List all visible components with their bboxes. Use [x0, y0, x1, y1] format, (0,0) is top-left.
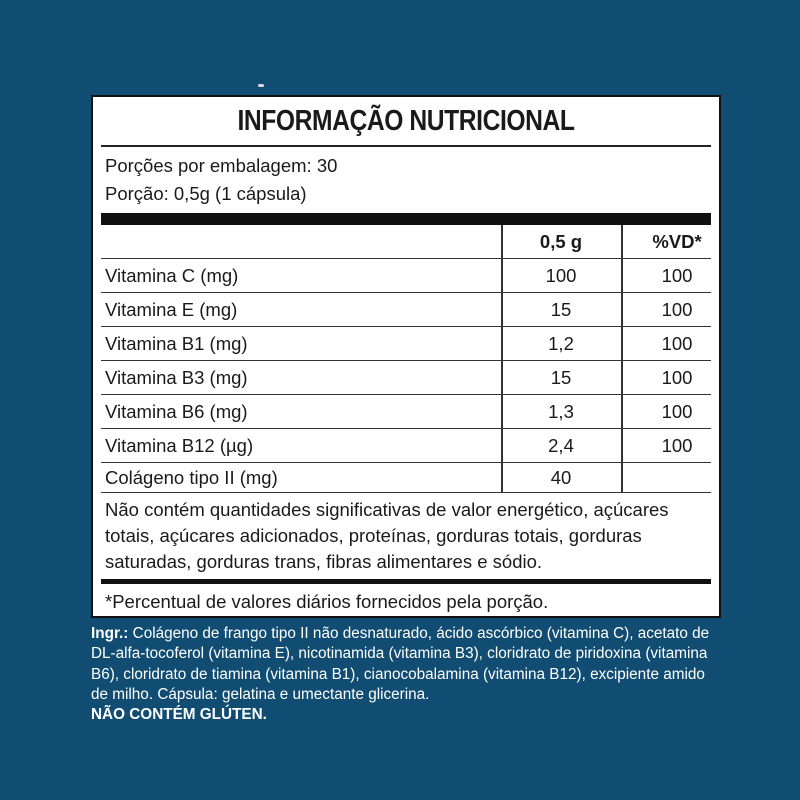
nutrient-name: Vitamina C (mg)	[105, 265, 239, 286]
nutrient-dv: 100	[661, 265, 693, 286]
nutrient-name: Vitamina B6 (mg)	[105, 401, 248, 422]
table-row	[101, 259, 711, 293]
table-row	[101, 327, 711, 361]
nutrient-amount: 15	[550, 367, 572, 388]
divider	[101, 145, 711, 147]
ingredients-text: Colágeno de frango tipo II não desnaturado, ácido ascórbico (vitamina C), acetato de DL-alfa-tocoferol (vitamina E), nicotinamida (vitamina B3), cloridrato de piridoxina (vitamina B6), cloridrato de tiamina (vitamina B1), cianocobalamina (vitamina B12), excipiente amido de milho. Cápsula: gelatina e umectante glicerina.	[91, 625, 710, 703]
serving-size: Porção: 0,5g (1 cápsula)	[105, 183, 307, 204]
ingredients-label: Ingr.:	[91, 625, 129, 642]
nutrient-amount: 40	[550, 467, 572, 488]
nutrient-name: Colágeno tipo II (mg)	[105, 467, 278, 488]
decorative-mark	[258, 84, 264, 87]
table-row	[101, 429, 711, 463]
table-header-row	[101, 225, 711, 259]
nutrient-amount: 1,3	[548, 401, 574, 422]
nutrient-dv: 100	[661, 435, 693, 456]
column-header-dv: %VD*	[652, 231, 702, 252]
gluten-statement: NÃO CONTÉM GLÚTEN.	[91, 706, 267, 724]
thick-divider	[101, 579, 711, 584]
insignificant-nutrients-note: Não contém quantidades significativas de valor energético, açúcares totais, açúcares adicionados, proteínas, gorduras totais, gorduras saturadas, gorduras trans, fibras alimentares e sódio.	[105, 499, 669, 572]
nutrient-amount: 1,2	[548, 333, 574, 354]
table-row	[101, 361, 711, 395]
table-row	[101, 463, 711, 493]
table-row	[101, 293, 711, 327]
servings-per-package: Porções por embalagem: 30	[105, 155, 338, 176]
thick-divider	[101, 213, 711, 225]
nutrient-name: Vitamina E (mg)	[105, 299, 238, 320]
nutrient-name: Vitamina B1 (mg)	[105, 333, 248, 354]
panel-title: INFORMAÇÃO NUTRICIONAL	[237, 105, 575, 137]
column-header-amount: 0,5 g	[539, 231, 583, 252]
nutrition-facts-panel	[91, 95, 721, 618]
nutrient-amount: 15	[550, 299, 572, 320]
daily-value-footnote: *Percentual de valores diários fornecidos pela porção.	[105, 591, 549, 612]
nutrient-dv: 100	[661, 401, 693, 422]
nutrient-amount: 100	[545, 265, 577, 286]
nutrient-amount: 2,4	[548, 435, 574, 456]
nutrient-name: Vitamina B3 (mg)	[105, 367, 248, 388]
table-row	[101, 395, 711, 429]
ingredients-block	[91, 624, 726, 725]
nutrient-name: Vitamina B12 (µg)	[105, 435, 254, 456]
nutrient-dv: 100	[661, 367, 693, 388]
nutrient-dv: 100	[661, 299, 693, 320]
nutrient-dv: 100	[661, 333, 693, 354]
